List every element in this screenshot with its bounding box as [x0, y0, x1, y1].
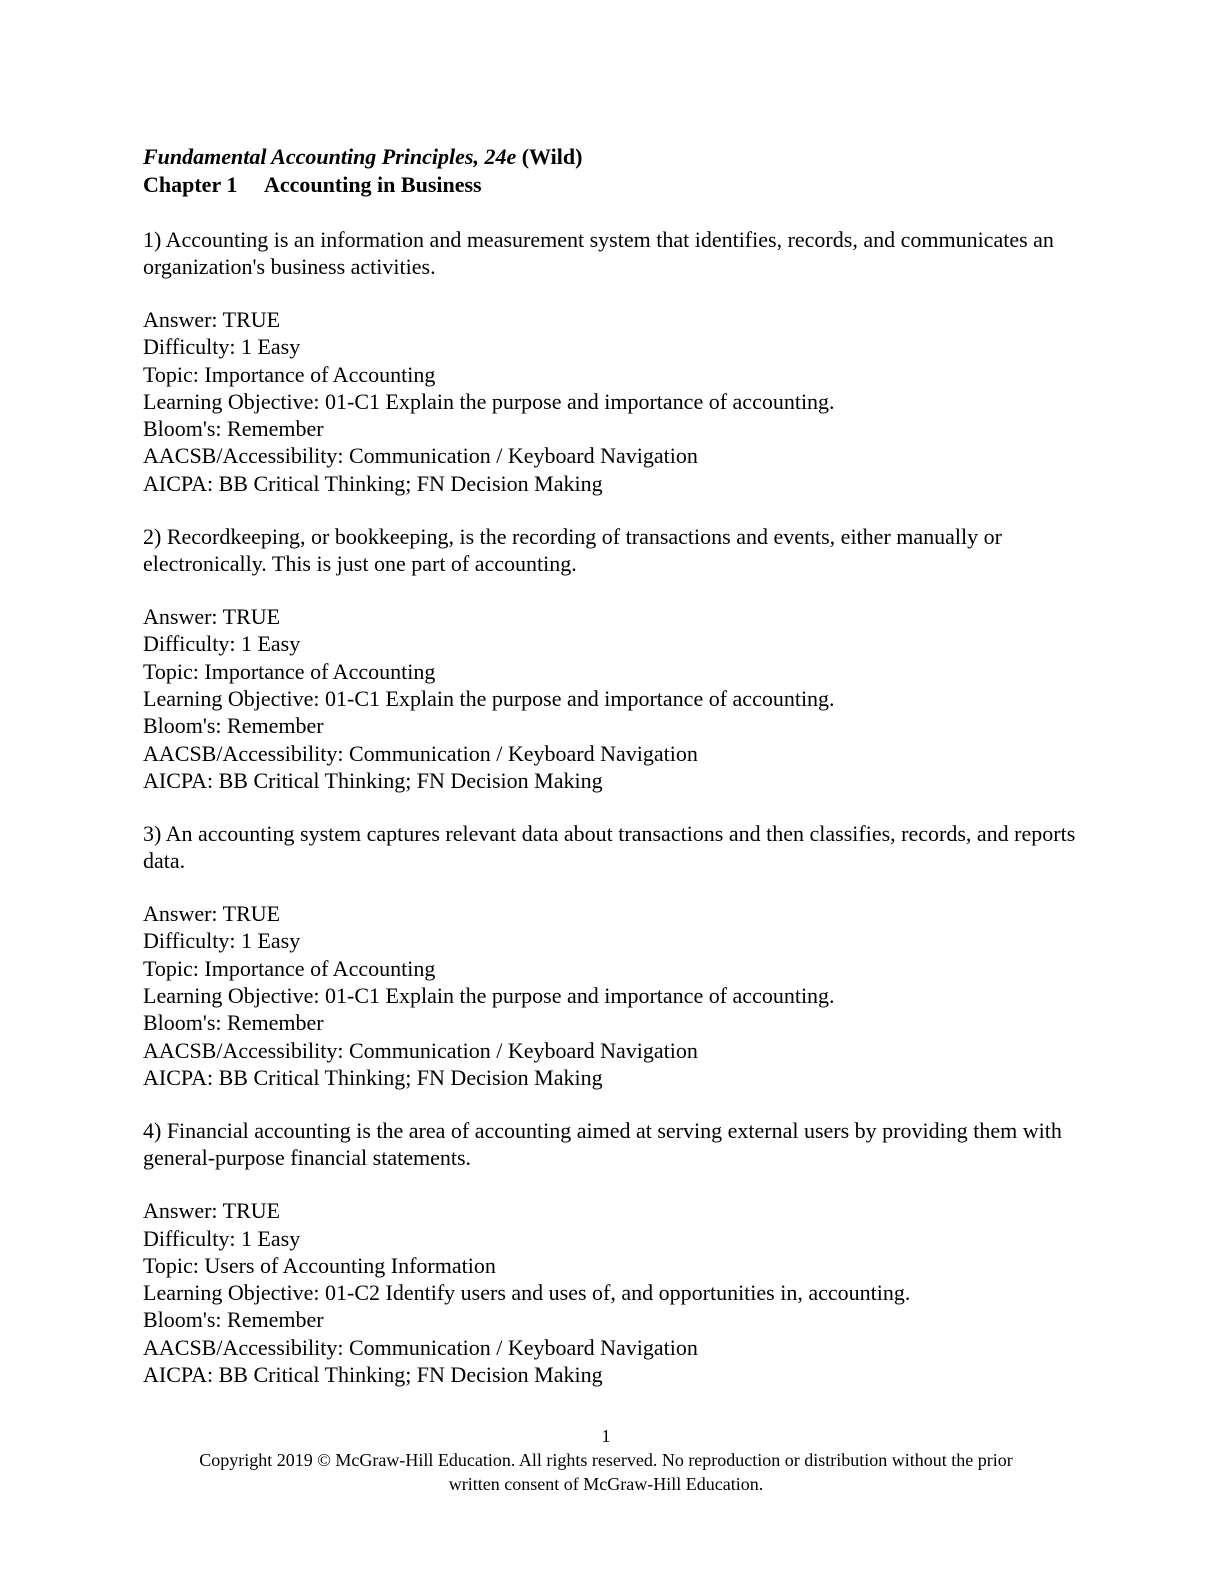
topic-line: Topic: Importance of Accounting	[143, 955, 436, 981]
blooms-line: Bloom's: Remember	[143, 1010, 324, 1036]
aacsb-line: AACSB/Accessibility: Communication / Keyboard Navigation	[143, 443, 698, 469]
question-text: 3) An accounting system captures relevant data about transactions and then classifies, records, and reports data.	[143, 821, 1076, 874]
aacsb-line: AACSB/Accessibility: Communication / Keyboard Navigation	[143, 1334, 698, 1360]
question-text: 4) Financial accounting is the area of accounting aimed at serving external users by providing them with general-purpose financial statements.	[143, 1118, 1062, 1171]
difficulty-line: Difficulty: 1 Easy	[143, 928, 301, 954]
question-item	[143, 1117, 1083, 1388]
aicpa-line: AICPA: BB Critical Thinking; FN Decision Making	[143, 1362, 603, 1388]
aacsb-line: AACSB/Accessibility: Communication / Keyboard Navigation	[143, 1037, 698, 1063]
aacsb-line: AACSB/Accessibility: Communication / Keyboard Navigation	[143, 740, 698, 766]
difficulty-line: Difficulty: 1 Easy	[143, 1225, 301, 1251]
blooms-line: Bloom's: Remember	[143, 416, 324, 442]
chapter-heading	[143, 171, 1083, 199]
topic-line: Topic: Importance of Accounting	[143, 658, 436, 684]
difficulty-line: Difficulty: 1 Easy	[143, 631, 301, 657]
question-text: 2) Recordkeeping, or bookkeeping, is the recording of transactions and events, either manually or electronically. This is just one part of accounting.	[143, 524, 1002, 577]
blooms-line: Bloom's: Remember	[143, 1307, 324, 1333]
question-metadata	[143, 1197, 1083, 1388]
answer-line: Answer: TRUE	[143, 901, 281, 927]
question-metadata	[143, 306, 1083, 497]
answer-line: Answer: TRUE	[143, 307, 281, 332]
question-metadata	[143, 603, 1083, 794]
chapter-title: Accounting in Business	[264, 172, 482, 197]
aicpa-line: AICPA: BB Critical Thinking; FN Decision Making	[143, 470, 603, 496]
question-item	[143, 226, 1083, 497]
book-title: Fundamental Accounting Principles, 24e	[143, 144, 517, 169]
page-number: 1	[601, 1426, 611, 1446]
page-footer	[100, 1424, 1112, 1496]
document-header	[143, 143, 1083, 199]
question-metadata	[143, 900, 1083, 1091]
question-text: 1) Accounting is an information and measurement system that identifies, records, and communicates an organization's business activities.	[143, 227, 1054, 279]
answer-line: Answer: TRUE	[143, 1198, 281, 1224]
difficulty-line: Difficulty: 1 Easy	[143, 334, 301, 360]
aicpa-line: AICPA: BB Critical Thinking; FN Decision Making	[143, 767, 603, 793]
chapter-number: Chapter 1	[143, 172, 238, 197]
copyright-line-1: Copyright 2019 © McGraw-Hill Education. All rights reserved. No reproduction or distribution without the prior	[199, 1450, 1013, 1470]
blooms-line: Bloom's: Remember	[143, 713, 324, 739]
book-line	[143, 143, 1083, 171]
answer-line: Answer: TRUE	[143, 604, 281, 630]
question-item	[143, 820, 1083, 1091]
question-item	[143, 523, 1083, 794]
learning-objective-line: Learning Objective: 01-C1 Explain the purpose and importance of accounting.	[143, 983, 835, 1009]
question-list	[143, 226, 1083, 1414]
topic-line: Topic: Importance of Accounting	[143, 361, 436, 387]
book-author: (Wild)	[516, 144, 583, 169]
copyright-line-2: written consent of McGraw-Hill Education.	[448, 1474, 764, 1494]
topic-line: Topic: Users of Accounting Information	[143, 1252, 496, 1278]
learning-objective-line: Learning Objective: 01-C2 Identify users and uses of, and opportunities in, accounting.	[143, 1280, 911, 1306]
aicpa-line: AICPA: BB Critical Thinking; FN Decision Making	[143, 1064, 603, 1090]
learning-objective-line: Learning Objective: 01-C1 Explain the purpose and importance of accounting.	[143, 685, 835, 711]
learning-objective-line: Learning Objective: 01-C1 Explain the purpose and importance of accounting.	[143, 388, 835, 414]
